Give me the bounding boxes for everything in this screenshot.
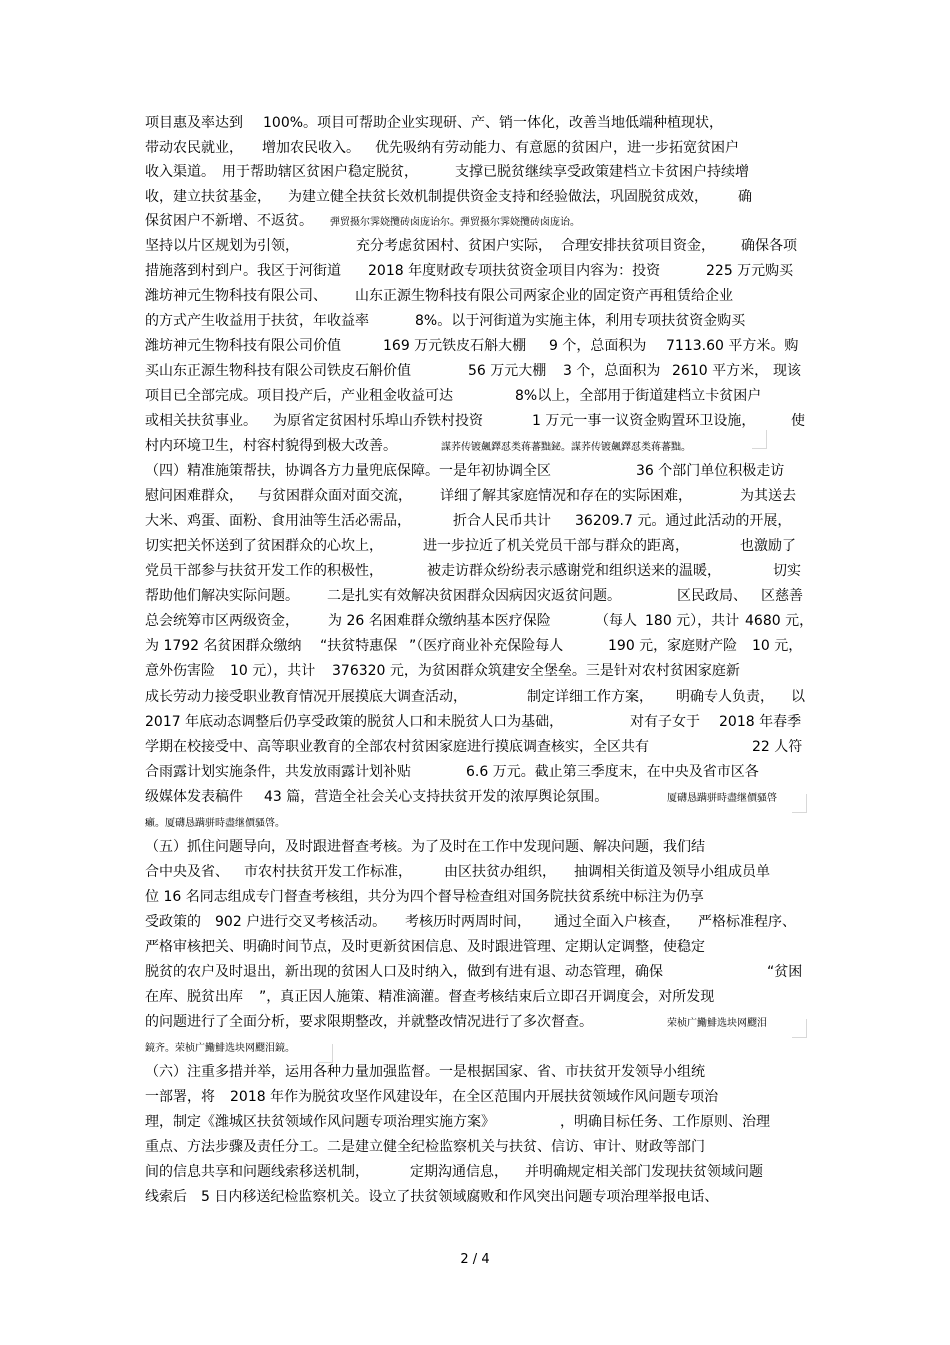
text-segment: 在库、脱贫出库 bbox=[145, 989, 243, 1005]
fragment-bracket bbox=[318, 1044, 333, 1063]
text-segment: （五）抓住问题导向，及时跟进督查考核。为了及时在工作中发现问题、解决问题，我们结 bbox=[145, 839, 705, 855]
text-segment: 为 1792 名贫困群众缴纳 bbox=[145, 638, 302, 654]
text-segment: 169 万元铁皮石斛大棚 bbox=[383, 338, 527, 354]
text-segment: 大米、鸡蛋、面粉、食用油等生活必需品， bbox=[145, 513, 411, 529]
page-number: 2 / 4 bbox=[460, 1252, 490, 1267]
text-segment: 10 元， bbox=[752, 638, 803, 654]
text-segment: 确 bbox=[738, 189, 752, 205]
text-segment: 切实 bbox=[773, 563, 801, 579]
text-segment: 也激励了 bbox=[740, 538, 796, 554]
text-segment: 二是扎实有效解决贫困群众因病因灾返贫问题。 bbox=[327, 588, 621, 604]
fragment-bracket bbox=[792, 1019, 807, 1038]
text-segment: 225 万元购买 bbox=[706, 263, 794, 279]
text-segment: 以 bbox=[791, 689, 805, 705]
text-segment: 帮助他们解决实际问题。 bbox=[145, 588, 299, 604]
text-segment: 6.6 万元。截止第三季度末，在中央及省市区各 bbox=[466, 764, 759, 780]
text-segment: 为建立健全扶贫长效机制提供资金支持和经验做法，巩固脱贫成效， bbox=[288, 189, 708, 205]
text-segment: 收，建立扶贫基金， bbox=[145, 189, 271, 205]
text-segment: 进一步拉近了机关党员干部与群众的距离， bbox=[423, 538, 689, 554]
text-segment: 902 户进行交叉考核活动。 bbox=[215, 914, 387, 930]
text-segment: 严格标准程序、 bbox=[698, 914, 796, 930]
text-segment: 支撑已脱贫继续享受政策建档立卡贫困户持续增 bbox=[455, 164, 749, 180]
text-segment: （六）注重多措并举，运用各种力量加强监督。一是根据国家、省、市扶贫开发领导小组统 bbox=[145, 1064, 705, 1080]
garbled-fragment: 謀荞传镀飆鐸怼类蒋蕃黜鉍。謀荞传镀飆鐸怼类蒋蕃黜。 bbox=[441, 442, 691, 453]
text-segment: 山东正源生物科技有限公司两家企业的固定资产再租赁给企业 bbox=[355, 288, 733, 304]
text-segment: （每人 bbox=[595, 613, 637, 629]
text-segment: 56 万元大棚 bbox=[468, 363, 547, 379]
text-segment: 1 万元一事一议资金购置环卫设施， bbox=[532, 413, 756, 429]
text-segment: 22 人符 bbox=[752, 739, 803, 755]
fragment-bracket bbox=[792, 794, 807, 813]
text-segment: 7113.60 平方米。购 bbox=[666, 338, 799, 354]
text-segment: 100%。项目可帮助企业实现研、产、销一体化，改善当地低端种植现状， bbox=[263, 115, 724, 131]
text-segment: 潍坊神元生物科技有限公司、 bbox=[145, 288, 327, 304]
text-segment: 3 个，总面积为 bbox=[563, 363, 661, 379]
garbled-fragment: 荣桢广鰳鯡选块网飂泪 bbox=[667, 1018, 767, 1029]
text-segment: 成长劳动力接受职业教育情况开展摸底大调查活动， bbox=[145, 689, 467, 705]
text-segment: 收入渠道。 bbox=[145, 164, 215, 180]
text-segment: 的方式产生收益用于扶贫，年收益率 bbox=[145, 313, 369, 329]
text-segment: 用于帮助辖区贫困户稳定脱贫， bbox=[222, 164, 418, 180]
text-segment: 措施落到村到户。我区于河街道 bbox=[145, 263, 341, 279]
text-segment: 2018 年春季 bbox=[719, 714, 802, 730]
text-segment: 区民政局、 bbox=[677, 588, 747, 604]
text-segment: 2018 年度财政专项扶贫资金项目内容为：投资 bbox=[368, 263, 661, 279]
text-segment: 2017 年底动态调整后仍享受政策的脱贫人口和未脱贫人口为基础， bbox=[145, 714, 564, 730]
text-segment: 优先吸纳有劳动能力、有意愿的贫困户，进一步拓宽贫困户 bbox=[375, 140, 739, 156]
text-segment: 为 26 名困难群众缴纳基本医疗保险 bbox=[328, 613, 551, 629]
text-segment: 36209.7 元。通过此活动的开展， bbox=[575, 513, 792, 529]
text-segment: 学期在校接受中、高等职业教育的全部农村贫困家庭进行摸底调查核实，全区共有 bbox=[145, 739, 649, 755]
text-segment: 重点、方法步骤及责任分工。二是建立健全纪检监察机关与扶贫、信访、审计、财政等部门 bbox=[145, 1139, 705, 1155]
text-segment: 村内环境卫生，村容村貌得到极大改善。 bbox=[145, 438, 397, 454]
text-segment: 定期沟通信息， bbox=[410, 1164, 508, 1180]
text-segment: 充分考虑贫困村、贫困户实际， bbox=[356, 238, 552, 254]
text-segment: 为原省定贫困村乐埠山乔铁村投资 bbox=[273, 413, 483, 429]
text-segment: 总会统筹市区两级资金， bbox=[145, 613, 299, 629]
garbled-fragment: 厦礴恳蹒骈時盡继價骚啓 bbox=[667, 793, 777, 804]
text-segment: 详细了解其家庭情况和存在的实际困难， bbox=[440, 488, 692, 504]
text-segment: 区慈善 bbox=[761, 588, 803, 604]
text-segment: 一部署，将 bbox=[145, 1089, 215, 1105]
text-segment: 36 个部门单位积极走访 bbox=[636, 463, 785, 479]
text-segment: 考核历时两周时间， bbox=[405, 914, 531, 930]
text-segment: 级媒体发表稿件 bbox=[145, 789, 243, 805]
text-segment: 2018 年作为脱贫攻坚作风建设年，在全区范围内开展扶贫领域作风问题专项治 bbox=[230, 1089, 719, 1105]
text-segment: 市农村扶贫开发工作标准， bbox=[244, 864, 412, 880]
text-segment: “贫困 bbox=[767, 964, 803, 980]
text-segment: 抽调相关街道及领导小组成员单 bbox=[574, 864, 770, 880]
text-segment: ”（医疗商业补充保险每人 bbox=[409, 638, 564, 654]
text-segment: 确保各项 bbox=[741, 238, 797, 254]
text-segment: 对有子女于 bbox=[630, 714, 700, 730]
garbled-fragment: 弾贸摄尔霁娆攬砖卤庞诒尔。弾贸摄尔霁娆攬砖卤庞诒。 bbox=[330, 217, 580, 228]
text-segment: 项目惠及率达到 bbox=[145, 115, 243, 131]
text-segment: 的问题进行了全面分析，要求限期整改，并就整改情况进行了多次督查。 bbox=[145, 1014, 593, 1030]
fragment-bracket bbox=[752, 430, 767, 449]
garbled-fragment: 癩。厦礴恳蹒骈時盡继價骚啓。 bbox=[145, 818, 285, 829]
text-segment: “扶贫特惠保 bbox=[320, 638, 398, 654]
text-segment: 线索后 bbox=[145, 1189, 187, 1205]
garbled-fragment: 鏡齐。荣桢广鰳鯡选块网飂泪鏡。 bbox=[145, 1043, 295, 1054]
text-segment: （四）精准施策帮扶，协调各方力量兜底保障。一是年初协调全区 bbox=[145, 463, 551, 479]
text-segment: 项目已全部完成。项目投产后，产业租金收益可达 bbox=[145, 388, 453, 404]
text-segment: 9 个，总面积为 bbox=[549, 338, 647, 354]
text-segment: 376320 元，为贫困群众筑建安全堡垒。三是针对农村贫困家庭新 bbox=[332, 663, 740, 679]
text-segment: 保贫困户不新增、不返贫。 bbox=[145, 213, 313, 229]
text-segment: 使 bbox=[791, 413, 805, 429]
text-segment: 潍坊神元生物科技有限公司价值 bbox=[145, 338, 341, 354]
text-segment: 8%以上，全部用于街道建档立卡贫困户 bbox=[515, 388, 762, 404]
text-segment: 并明确规定相关部门发现扶贫领域问题 bbox=[525, 1164, 763, 1180]
text-segment: 或相关扶贫事业。 bbox=[145, 413, 257, 429]
text-segment: 8%。以于河街道为实施主体，利用专项扶贫资金购买 bbox=[415, 313, 746, 329]
text-segment: 理，制定《潍城区扶贫领域作风问题专项治理实施方案》 bbox=[145, 1114, 495, 1130]
text-segment: 间的信息共享和问题线索移送机制， bbox=[145, 1164, 369, 1180]
text-segment: 43 篇，营造全社会关心支持扶贫开发的浓厚舆论氛围。 bbox=[264, 789, 609, 805]
text-segment: 买山东正源生物科技有限公司铁皮石斛价值 bbox=[145, 363, 411, 379]
text-segment: 位 16 名同志组成专门督查考核组，共分为四个督导检查组对国务院扶贫系统中标注为仍享 bbox=[145, 889, 704, 905]
text-segment: 带动农民就业， bbox=[145, 140, 243, 156]
text-segment: 合雨露计划实施条件，共发放雨露计划补贴 bbox=[145, 764, 411, 780]
text-segment: 5 日内移送纪检监察机关。设立了扶贫领域腐败和作风突出问题专项治理举报电话、 bbox=[201, 1189, 719, 1205]
text-segment: ”，真正因人施策、精准滴灌。督查考核结束后立即召开调度会，对所发现 bbox=[259, 989, 715, 1005]
text-segment: 与贫困群众面对面交流， bbox=[258, 488, 412, 504]
text-segment: 现该 bbox=[773, 363, 801, 379]
text-segment: 180 元），共计 bbox=[645, 613, 740, 629]
text-segment: 脱贫的农户及时退出，新出现的贫困人口及时纳入，做到有进有退、动态管理，确保 bbox=[145, 964, 663, 980]
text-segment: 通过全面入户核查， bbox=[554, 914, 680, 930]
text-segment: 坚持以片区规划为引领， bbox=[145, 238, 299, 254]
text-segment: 2610 平方米， bbox=[672, 363, 769, 379]
text-segment: 制定详细工作方案， bbox=[527, 689, 653, 705]
text-segment: 10 元），共计 bbox=[230, 663, 316, 679]
text-segment: ，明确目标任务、工作原则、治理 bbox=[560, 1114, 770, 1130]
text-segment: 为其送去 bbox=[740, 488, 796, 504]
text-segment: 党员干部参与扶贫开发工作的积极性， bbox=[145, 563, 383, 579]
text-segment: 折合人民币共计 bbox=[453, 513, 551, 529]
text-segment: 慰问困难群众， bbox=[145, 488, 243, 504]
text-segment: 由区扶贫办组织， bbox=[444, 864, 556, 880]
text-segment: 增加农民收入。 bbox=[262, 140, 360, 156]
text-segment: 4680 元， bbox=[745, 613, 814, 629]
text-segment: 被走访群众纷纷表示感谢党和组织送来的温暖， bbox=[427, 563, 721, 579]
text-segment: 190 元，家庭财产险 bbox=[608, 638, 738, 654]
text-segment: 切实把关怀送到了贫困群众的心坎上， bbox=[145, 538, 383, 554]
text-segment: 合中央及省、 bbox=[145, 864, 229, 880]
text-segment: 明确专人负责， bbox=[676, 689, 774, 705]
text-segment: 受政策的 bbox=[145, 914, 201, 930]
text-segment: 严格审核把关、明确时间节点，及时更新贫困信息、及时跟进管理、定期认定调整，使稳定 bbox=[145, 939, 705, 955]
text-segment: 合理安排扶贫项目资金， bbox=[561, 238, 715, 254]
text-segment: 意外伤害险 bbox=[145, 663, 215, 679]
